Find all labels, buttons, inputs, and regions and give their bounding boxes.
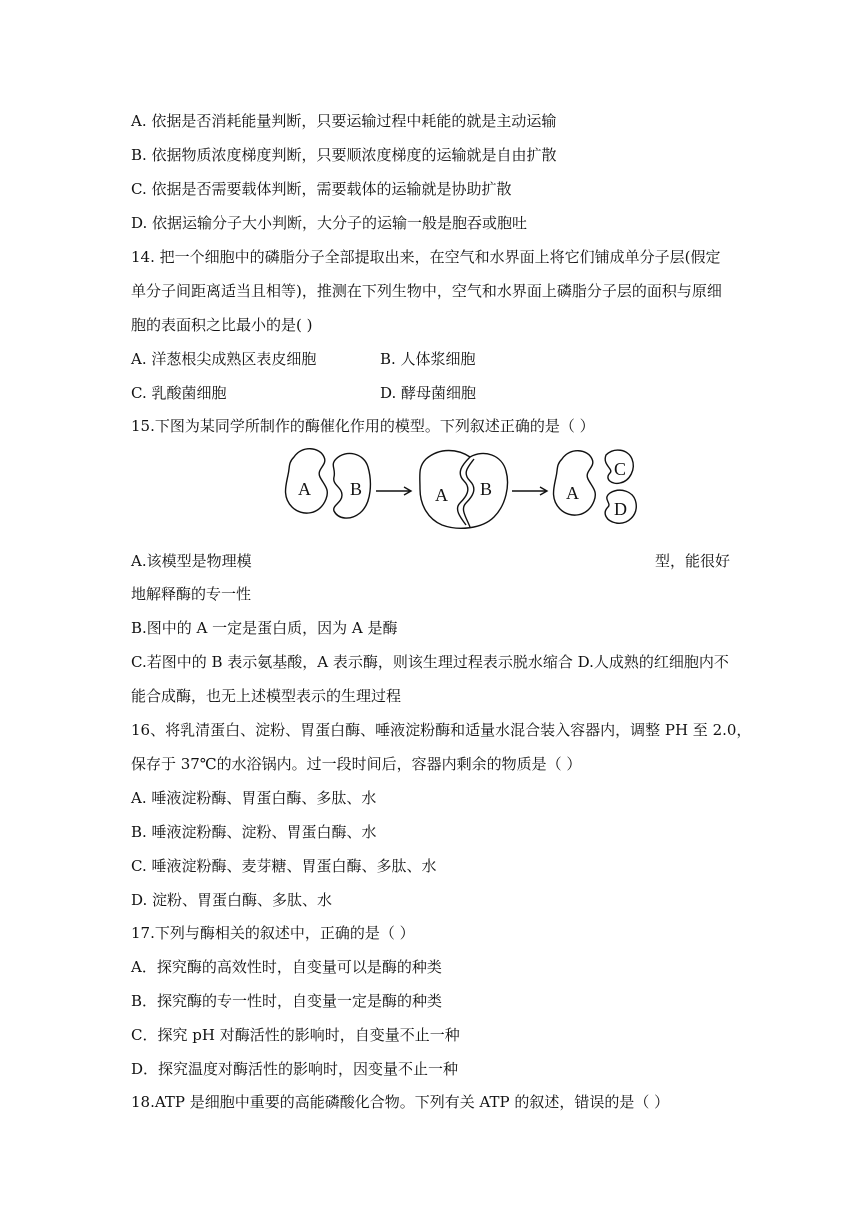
q16-option-b: B. 唾液淀粉酶、淀粉、胃蛋白酶、水 <box>131 823 377 841</box>
q18-stem: 18.ATP 是细胞中重要的高能磷酸化合物。下列有关 ATP 的叙述，错误的是（ ） <box>131 1093 670 1111</box>
q17-option-c: C．探究 pH 对酶活性的影响时，自变量不止一种 <box>131 1026 460 1044</box>
q13-option-c: C. 依据是否需要载体判断，需要载体的运输就是协助扩散 <box>131 180 512 198</box>
q16-option-a: A. 唾液淀粉酶、胃蛋白酶、多肽、水 <box>131 789 377 807</box>
q16-stem-line2: 保存于 37℃的水浴锅内。过一段时间后，容器内剩余的物质是（ ） <box>131 755 582 773</box>
label-b-before: B <box>350 479 363 499</box>
q15-option-a-left: A.该模型是物理模 <box>131 552 252 570</box>
q16-option-c: C. 唾液淀粉酶、麦芽糖、胃蛋白酶、多肽、水 <box>131 857 437 875</box>
q16-option-d: D. 淀粉、胃蛋白酶、多肽、水 <box>131 891 333 909</box>
label-a-before: A <box>298 479 311 499</box>
enzyme-substrate-complex <box>420 451 508 529</box>
enzyme-model-diagram <box>280 445 640 545</box>
q17-stem: 17.下列与酶相关的叙述中，正确的是（ ） <box>131 924 415 942</box>
q14-stem-line2: 单分子间距离适当且相等)，推测在下列生物中，空气和水界面上磷脂分子层的面积与原细 <box>131 282 722 300</box>
q15-option-cd-line2: 能合成酶，也无上述模型表示的生理过程 <box>131 687 402 705</box>
q15-option-a-continued: 地解释酶的专一性 <box>131 585 252 603</box>
q14-option-c: C. 乳酸菌细胞 <box>131 384 227 402</box>
q14-option-d: D. 酵母菌细胞 <box>380 384 477 402</box>
q15-option-a-right: 型，能很好 <box>654 552 730 570</box>
q15-option-cd-line1: C.若图中的 B 表示氨基酸，A 表示酶，则该生理过程表示脱水缩合 D.人成熟的红细胞内不 <box>131 653 729 671</box>
q17-option-d: D．探究温度对酶活性的影响时，因变量不止一种 <box>131 1060 459 1078</box>
label-d: D <box>614 499 627 519</box>
q15-option-b: B.图中的 A 一定是蛋白质，因为 A 是酶 <box>131 619 398 637</box>
q13-option-a: A. 依据是否消耗能量判断，只要运输过程中耗能的就是主动运输 <box>131 112 557 130</box>
q13-option-d: D. 依据运输分子大小判断，大分子的运输一般是胞吞或胞吐 <box>131 214 528 232</box>
q17-option-a: A．探究酶的高效性时，自变量可以是酶的种类 <box>131 958 442 976</box>
q17-option-b: B．探究酶的专一性时，自变量一定是酶的种类 <box>131 992 443 1010</box>
q14-option-a: A. 洋葱根尖成熟区表皮细胞 <box>131 350 317 368</box>
label-a-after: A <box>566 483 579 503</box>
q16-stem-line1: 16、将乳清蛋白、淀粉、胃蛋白酶、唾液淀粉酶和适量水混合装入容器内，调整 PH 至 2.0， <box>131 721 752 739</box>
q14-option-b: B. 人体浆细胞 <box>380 350 476 368</box>
q13-option-b: B. 依据物质浓度梯度判断，只要顺浓度梯度的运输就是自由扩散 <box>131 146 557 164</box>
q14-stem-line3: 胞的表面积之比最小的是( ) <box>131 316 313 334</box>
q14-stem-line1: 14. 把一个细胞中的磷脂分子全部提取出来，在空气和水界面上将它们铺成单分子层(假定 <box>131 248 721 266</box>
q15-stem: 15.下图为某同学所制作的酶催化作用的模型。下列叙述正确的是（ ） <box>131 417 595 435</box>
q15-option-a-line <box>131 551 730 571</box>
label-b-complex: B <box>480 479 493 499</box>
label-c: C <box>614 459 627 479</box>
label-a-complex: A <box>435 485 448 505</box>
